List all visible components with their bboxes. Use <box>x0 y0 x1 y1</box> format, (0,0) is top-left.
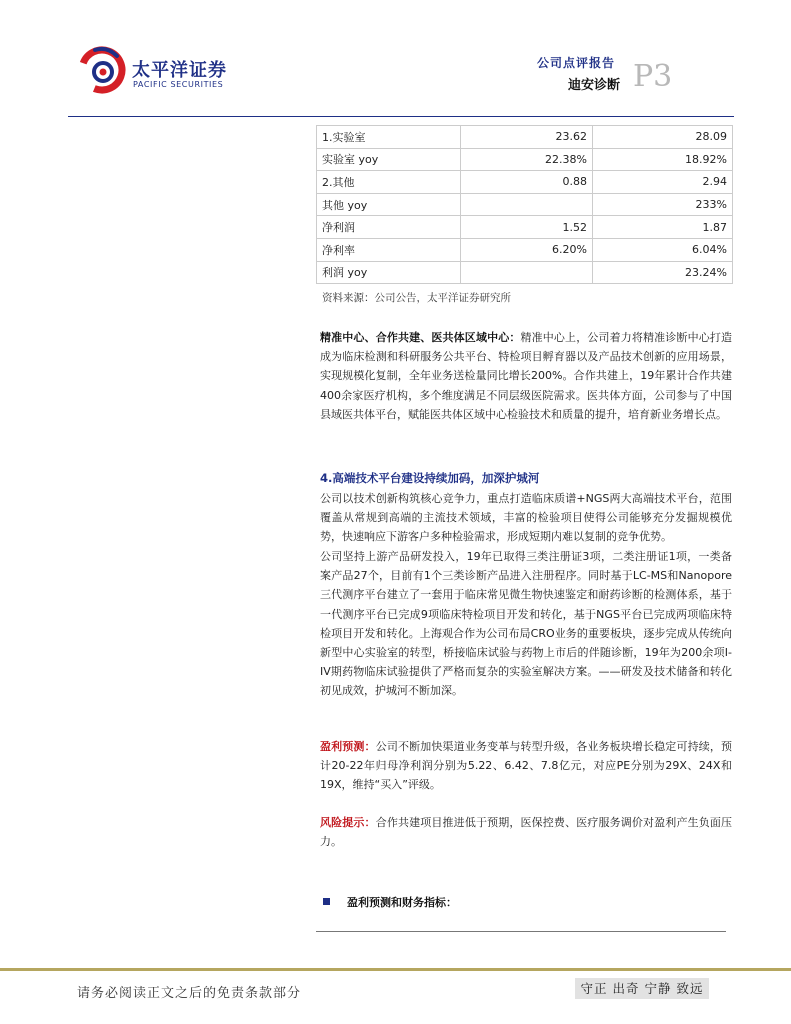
paragraph-tech-platform: 公司以技术创新构筑核心竞争力，重点打造临床质谱+NGS两大高端技术平台，范围覆盖从常规到高端的主流技术领域，丰富的检验项目使得公司能够充分发掘规模优势，快速响应下游客户多种检验需求，形成短期内难以复制的竞争优势。 <box>320 492 732 544</box>
report-type: 公司点评报告 <box>537 56 616 70</box>
financial-table <box>316 125 733 284</box>
pacific-logo-icon <box>77 44 127 94</box>
brand-name-cn: 太平洋证券 <box>132 60 227 81</box>
table-cell <box>461 261 593 284</box>
table-row <box>317 238 733 261</box>
footer-divider <box>0 968 791 971</box>
table-cell: 2.其他 <box>317 171 461 194</box>
profit-forecast-heading: 盈利预测和财务指标： <box>347 896 457 909</box>
paragraph-precision-center <box>320 328 732 424</box>
table-cell: 0.88 <box>461 171 593 194</box>
table-cell: 6.04% <box>593 238 733 261</box>
table-cell: 18.92% <box>593 148 733 171</box>
table-cell: 实验室 yoy <box>317 148 461 171</box>
header-divider <box>68 116 734 117</box>
table-cell: 1.52 <box>461 216 593 239</box>
table-row <box>317 261 733 284</box>
section-title: 4.高端技术平台建设持续加码，加深护城河 <box>320 471 540 485</box>
company-logo <box>77 44 127 94</box>
section-divider <box>316 931 726 932</box>
table-row <box>317 126 733 149</box>
page-number: P3 <box>633 59 673 94</box>
table-cell: 6.20% <box>461 238 593 261</box>
table-cell: 233% <box>593 193 733 216</box>
table-cell: 其他 yoy <box>317 193 461 216</box>
paragraph-heading: 精准中心、合作共建、医共体区域中心： <box>320 331 521 344</box>
forecast-text: 公司不断加快渠道业务变革与转型升级，各业务板块增长稳定可持续，预计20-22年归母净利润分别为5.22、6.42、7.8亿元，对应PE分别为29X、24X和19X，维持“买入”评级。 <box>320 740 733 792</box>
table-source: 资料来源：公司公告，太平洋证券研究所 <box>322 292 511 304</box>
table-cell: 23.62 <box>461 126 593 149</box>
table-cell: 2.94 <box>593 171 733 194</box>
risk-label: 风险提示： <box>320 816 376 829</box>
paragraph-risk <box>320 813 732 851</box>
table-row <box>317 193 733 216</box>
footer-disclaimer: 请务必阅读正文之后的免责条款部分 <box>77 986 302 1001</box>
table-cell: 1.实验室 <box>317 126 461 149</box>
forecast-label: 盈利预测： <box>320 740 376 753</box>
paragraph-forecast <box>320 737 732 795</box>
table-cell: 1.87 <box>593 216 733 239</box>
table-cell: 净利率 <box>317 238 461 261</box>
table-row <box>317 148 733 171</box>
brand-name-en: PACIFIC SECURITIES <box>133 80 224 89</box>
footer-motto: 守正 出奇 宁静 致远 <box>575 978 709 999</box>
company-name: 迪安诊断 <box>568 78 621 93</box>
table-cell: 净利润 <box>317 216 461 239</box>
bullet-square-icon <box>323 898 330 905</box>
table-row <box>317 216 733 239</box>
table-cell: 22.38% <box>461 148 593 171</box>
table-cell: 28.09 <box>593 126 733 149</box>
risk-text: 合作共建项目推进低于预期，医保控费、医疗服务调价对盈利产生负面压力。 <box>320 816 733 849</box>
table-row <box>317 171 733 194</box>
table-cell: 23.24% <box>593 261 733 284</box>
table-cell: 利润 yoy <box>317 261 461 284</box>
paragraph-rd-progress: 公司坚持上游产品研发投入，19年已取得三类注册证3项，二类注册证1项，一类备案产品27个，目前有1个三类诊断产品进入注册程序。同时基于LC-MS和Nanopore三代测序平台建立了一套用于临床常见微生物快速鉴定和耐药诊断的检测体系，基于一代测序平台已完成9项临床特检项目开发和转化，基于NGS平台已完成两项临床特检项目开发和转化。上海观合作为公司布局CRO业务的重要板块，逐步完成从传统向新型中心实验室的转型，桥接临床试验与药物上市后的伴随诊断，19年为200余项I-IV期药物临床试验提供了严格而复杂的实验室解决方案。——研发及技术储备和转化初见成效，护城河不断加深。 <box>320 550 732 698</box>
table-cell <box>461 193 593 216</box>
paragraph-text: 精准中心上，公司着力将精准诊断中心打造成为临床检测和科研服务公共平台、特检项目孵育器以及产品技术创新的应用场景，实现规模化复制，全年业务送检量同比增长200%。合作共建上，19年累计合作共建400余家医疗机构，多个维度满足不同层级医院需求。医共体方面，公司参与了中国县域医共体平台，赋能医共体区域中心检验技术和质量的提升，培育新业务增长点。 <box>320 331 732 421</box>
